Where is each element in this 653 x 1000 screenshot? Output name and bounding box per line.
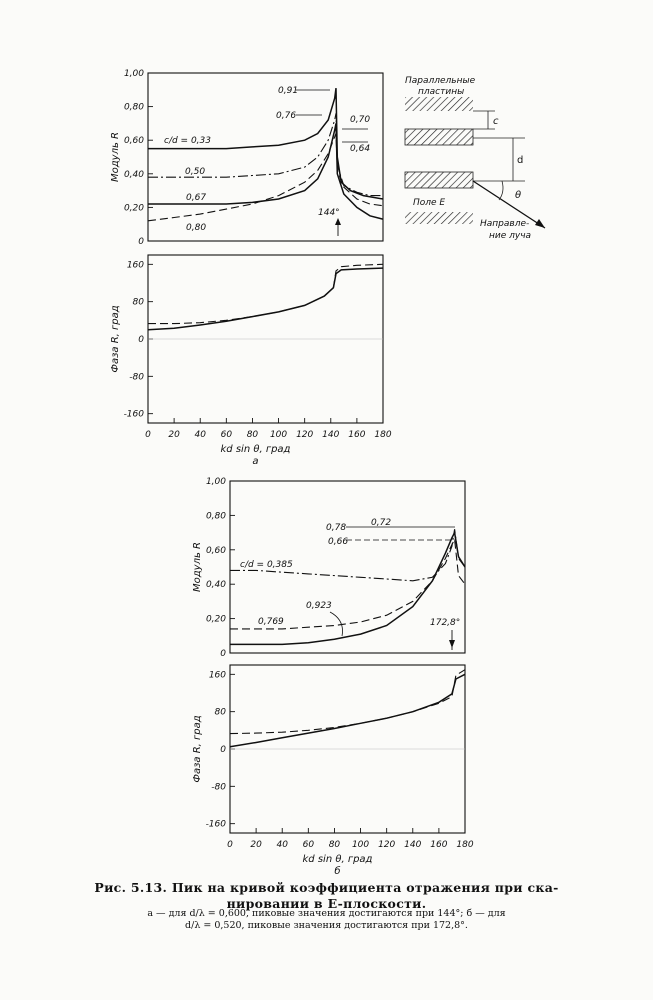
label-050: 0,50 bbox=[185, 167, 206, 177]
y-tick-label: 0,20 bbox=[123, 203, 144, 214]
plate-3 bbox=[405, 172, 473, 188]
x-tick-label: 180 bbox=[374, 430, 392, 440]
chart-panel-a-top bbox=[110, 69, 383, 247]
angle-arrow-a bbox=[335, 218, 341, 225]
x-tick-label: 120 bbox=[296, 430, 314, 440]
x-tick-label: 20 bbox=[250, 840, 262, 850]
caption-line-1: Рис. 5.13. Пик на кривой коэффициента отражения при ска- bbox=[94, 880, 559, 895]
x-tick-label: 140 bbox=[322, 430, 340, 440]
y-axis-label: Фаза R, град bbox=[110, 305, 121, 373]
y-tick-label: -80 bbox=[211, 782, 226, 793]
x-tick-label: 100 bbox=[269, 430, 288, 440]
label-c-d-033: c/d = 0,33 bbox=[164, 136, 211, 146]
x-tick-label: 20 bbox=[168, 430, 180, 440]
label-072: 0,72 bbox=[371, 518, 392, 528]
y-tick-label: 160 bbox=[126, 260, 144, 271]
figure-note bbox=[0, 908, 653, 932]
y-tick-label: 80 bbox=[132, 297, 144, 308]
leader-0923 bbox=[330, 612, 343, 636]
x-tick-label: 60 bbox=[220, 430, 233, 440]
x-axis-label: kd sin θ, град bbox=[302, 854, 373, 865]
x-axis-label: kd sin θ, град bbox=[220, 444, 291, 455]
y-tick-label: 0 bbox=[138, 237, 144, 247]
x-tick-label: 160 bbox=[430, 840, 448, 850]
label-c-d-0385: c/d = 0,385 bbox=[240, 560, 293, 570]
y-tick-label: 0,60 bbox=[123, 136, 144, 147]
panel-label: б bbox=[334, 866, 341, 877]
label-070: 0,70 bbox=[350, 115, 371, 125]
chart-panel-b-top bbox=[192, 477, 465, 659]
x-tick-label: 40 bbox=[276, 840, 288, 850]
label-064: 0,64 bbox=[350, 144, 371, 154]
c-dimension-label: c bbox=[493, 116, 499, 127]
y-tick-label: 0,20 bbox=[205, 614, 226, 625]
y-tick-label: 1,00 bbox=[123, 69, 144, 79]
series-line-0,50 bbox=[148, 113, 383, 195]
angle-arrow-b bbox=[449, 640, 455, 648]
angle-annotation-b: 172,8° bbox=[430, 618, 461, 628]
y-axis-label: Модуль R bbox=[110, 132, 121, 182]
x-tick-label: 0 bbox=[145, 430, 151, 440]
plate-2 bbox=[405, 129, 473, 145]
inset-title-line1: Параллельные bbox=[405, 76, 476, 86]
note-line-2: d/λ = 0,520, пиковые значения достигаются при 172,8°. bbox=[185, 920, 468, 931]
label-078: 0,78 bbox=[326, 523, 347, 533]
inset-title-line2: пластины bbox=[418, 87, 465, 97]
x-tick-label: 180 bbox=[456, 840, 474, 850]
y-tick-label: 160 bbox=[208, 670, 226, 681]
label-066: 0,66 bbox=[328, 537, 349, 547]
plate-4 bbox=[405, 212, 473, 224]
label-076: 0,76 bbox=[276, 111, 297, 121]
x-tick-label: 80 bbox=[246, 430, 259, 440]
x-tick-label: 60 bbox=[302, 840, 315, 850]
y-tick-label: 80 bbox=[214, 707, 226, 718]
theta-label: θ bbox=[515, 190, 522, 201]
x-tick-label: 80 bbox=[328, 840, 341, 850]
chart-panel-b-bottom bbox=[192, 665, 474, 877]
y-axis-label: Модуль R bbox=[192, 542, 203, 592]
panel-label: а bbox=[252, 456, 259, 467]
y-tick-label: 0,40 bbox=[123, 169, 144, 180]
label-080: 0,80 bbox=[186, 223, 207, 233]
label-0923: 0,923 bbox=[306, 601, 332, 611]
y-tick-label: -160 bbox=[205, 819, 226, 830]
plot-frame bbox=[148, 73, 383, 241]
y-tick-label: -80 bbox=[129, 372, 144, 383]
label-0769: 0,769 bbox=[258, 617, 284, 627]
field-label: Поле E bbox=[413, 198, 446, 208]
charts-layer bbox=[110, 69, 474, 877]
beam-label-line1: Направле- bbox=[480, 219, 530, 229]
chart-panel-a-bottom bbox=[110, 255, 392, 467]
parallel-plates-inset bbox=[405, 76, 545, 241]
x-tick-label: 140 bbox=[404, 840, 422, 850]
caption-line-2: нировании в E-плоскости. bbox=[226, 896, 427, 911]
y-tick-label: 0 bbox=[138, 335, 144, 345]
x-tick-label: 40 bbox=[194, 430, 206, 440]
x-tick-label: 160 bbox=[348, 430, 366, 440]
y-tick-label: 0,60 bbox=[205, 545, 226, 556]
y-tick-label: 1,00 bbox=[205, 477, 226, 487]
label-091: 0,91 bbox=[278, 86, 299, 96]
plate-1 bbox=[405, 97, 473, 111]
angle-annotation-a: 144° bbox=[318, 208, 340, 218]
y-tick-label: 0 bbox=[220, 649, 226, 659]
beam-label-line2: ние луча bbox=[489, 231, 532, 241]
x-tick-label: 100 bbox=[351, 840, 370, 850]
x-tick-label: 0 bbox=[227, 840, 233, 850]
y-tick-label: 0 bbox=[220, 745, 226, 755]
y-tick-label: 0,80 bbox=[123, 102, 144, 113]
y-axis-label: Фаза R, град bbox=[192, 715, 203, 783]
series-line-dashed bbox=[230, 670, 465, 734]
y-tick-label: 0,40 bbox=[205, 580, 226, 591]
label-067: 0,67 bbox=[186, 193, 207, 203]
series-line-solid bbox=[148, 268, 383, 330]
note-line-1: а — для d/λ = 0,600, пиковые значения достигаются при 144°; б — для bbox=[147, 908, 506, 919]
y-tick-label: 0,80 bbox=[205, 511, 226, 522]
d-dimension-label: d bbox=[517, 155, 524, 166]
series-line-solid bbox=[230, 674, 465, 746]
x-tick-label: 120 bbox=[378, 840, 396, 850]
y-tick-label: -160 bbox=[123, 409, 144, 420]
